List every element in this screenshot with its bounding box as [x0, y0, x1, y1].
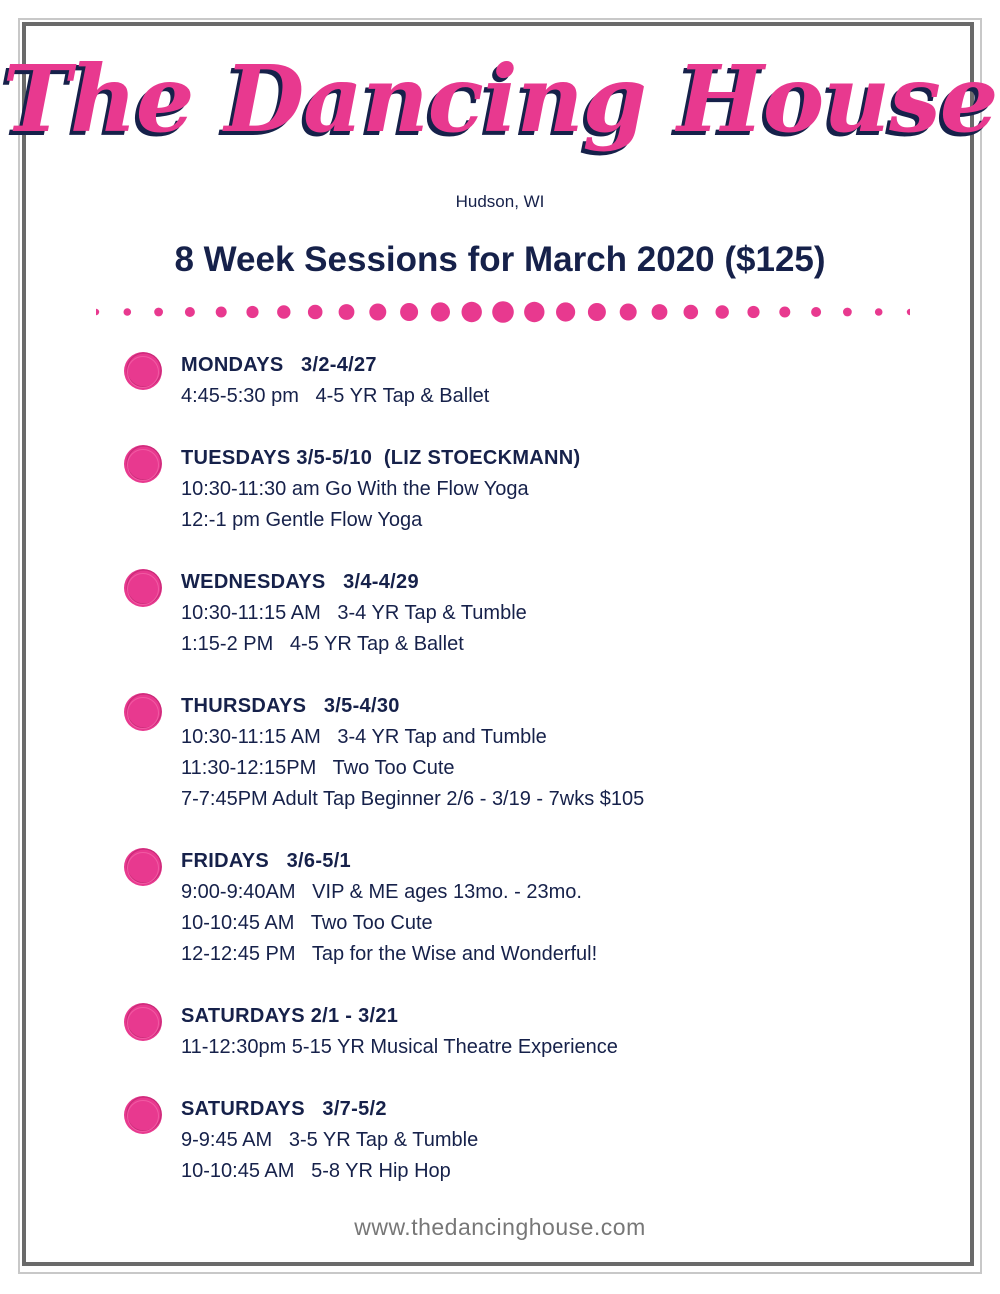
- schedule-day: [120, 846, 900, 970]
- divider-dot: [339, 304, 355, 320]
- logo-title: The Dancing House: [2, 45, 998, 153]
- divider-dot: [185, 307, 195, 317]
- circle-bullet-icon: [123, 847, 163, 887]
- divider-dot: [96, 309, 99, 315]
- circle-bullet-icon: [123, 1002, 163, 1042]
- schedule-day: [120, 1001, 900, 1063]
- divider-dot: [556, 302, 575, 321]
- class-line: 10:30-11:15 AM 3-4 YR Tap and Tumble: [181, 726, 547, 748]
- divider-dot: [684, 305, 699, 320]
- circle-bullet-icon: [123, 351, 163, 391]
- day-header: SATURDAYS 2/1 - 3/21: [181, 1005, 399, 1027]
- class-line: 10-10:45 AM 5-8 YR Hip Hop: [181, 1160, 451, 1182]
- day-header: SATURDAYS 3/7-5/2: [181, 1098, 387, 1120]
- schedule-day: [120, 1094, 900, 1187]
- class-line: 11-12:30pm 5-15 YR Musical Theatre Experience: [181, 1036, 618, 1058]
- divider-dot: [246, 306, 258, 318]
- divider-dot: [462, 302, 482, 322]
- day-header: THURSDAYS 3/5-4/30: [181, 695, 400, 717]
- day-header: TUESDAYS 3/5-5/10 (LIZ STOECKMANN): [181, 447, 581, 469]
- class-line: 10:30-11:15 AM 3-4 YR Tap & Tumble: [181, 602, 527, 624]
- divider-dot: [907, 309, 910, 315]
- page-subtitle: 8 Week Sessions for March 2020 ($125): [174, 240, 826, 279]
- schedule-day: [120, 567, 900, 660]
- location-text: Hudson, WI: [455, 192, 545, 211]
- circle-bullet-icon: [123, 692, 163, 732]
- class-line: 11:30-12:15PM Two Too Cute: [181, 757, 455, 779]
- day-header: MONDAYS 3/2-4/27: [181, 354, 377, 376]
- class-line: 12:-1 pm Gentle Flow Yoga: [181, 509, 423, 531]
- divider-dot: [124, 308, 132, 316]
- divider-dot: [431, 302, 450, 321]
- class-line: 9-9:45 AM 3-5 YR Tap & Tumble: [181, 1129, 479, 1151]
- divider-dot: [620, 304, 637, 321]
- divider-dot: [369, 304, 386, 321]
- divider-dot: [277, 305, 290, 318]
- dot-divider: [96, 296, 910, 328]
- class-line: 9:00-9:40AM VIP & ME ages 13mo. - 23mo.: [181, 881, 582, 903]
- divider-dot: [811, 307, 821, 317]
- class-line: 1:15-2 PM 4-5 YR Tap & Ballet: [181, 633, 464, 655]
- day-header: FRIDAYS 3/6-5/1: [181, 850, 351, 872]
- schedule-day: [120, 350, 900, 412]
- schedule-day: [120, 443, 900, 536]
- circle-bullet-icon: [123, 568, 163, 608]
- class-line: 12-12:45 PM Tap for the Wise and Wonderful!: [181, 943, 598, 965]
- divider-dot: [492, 301, 514, 323]
- divider-dot: [747, 306, 759, 318]
- circle-bullet-icon: [123, 1095, 163, 1135]
- schedule-list: [120, 350, 900, 1218]
- divider-dot: [524, 302, 544, 322]
- circle-bullet-icon: [123, 444, 163, 484]
- divider-dot: [652, 304, 668, 320]
- class-line: 10:30-11:30 am Go With the Flow Yoga: [181, 478, 529, 500]
- website-link[interactable]: www.thedancinghouse.com: [354, 1214, 646, 1240]
- day-header: WEDNESDAYS 3/4-4/29: [181, 571, 419, 593]
- class-line: 7-7:45PM Adult Tap Beginner 2/6 - 3/19 - 7wks $105: [181, 788, 645, 810]
- divider-dot: [308, 305, 323, 320]
- class-line: 10-10:45 AM Two Too Cute: [181, 912, 433, 934]
- divider-dot: [716, 305, 729, 318]
- divider-dot: [400, 303, 418, 321]
- divider-dot: [154, 308, 163, 317]
- class-line: 4:45-5:30 pm 4-5 YR Tap & Ballet: [181, 385, 490, 407]
- divider-dot: [588, 303, 606, 321]
- divider-dot: [843, 308, 852, 317]
- divider-dot: [875, 308, 883, 316]
- divider-dot: [216, 307, 227, 318]
- divider-dot: [779, 307, 790, 318]
- schedule-day: [120, 691, 900, 815]
